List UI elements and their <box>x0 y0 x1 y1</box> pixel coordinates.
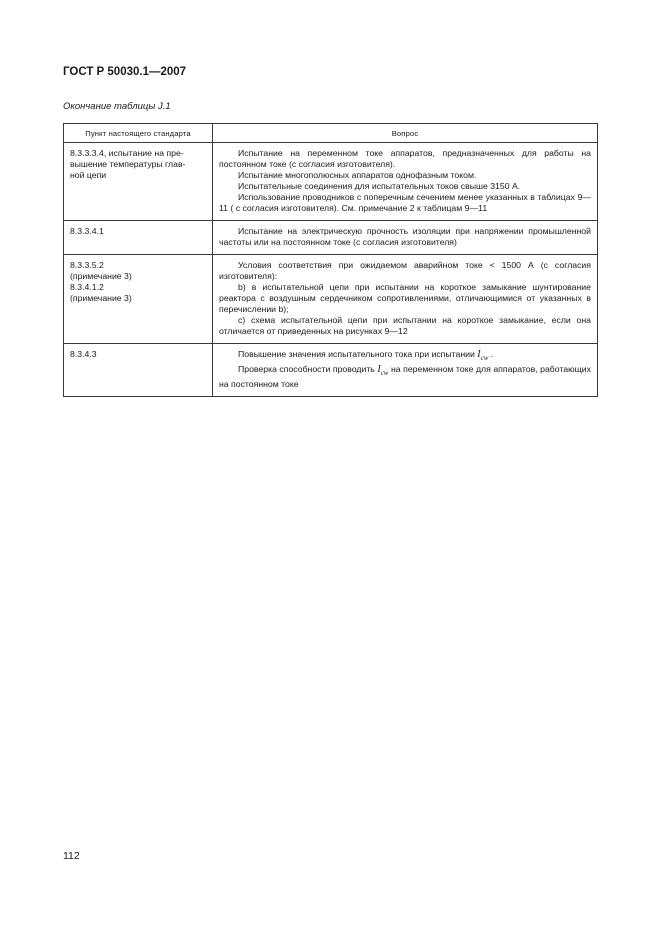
question-text: на переменном токе для аппаратов, работающих на постоянном токе <box>219 364 591 389</box>
clause-cell: 8.3.4.3 <box>64 344 213 397</box>
question-paragraph: Использование проводников с поперечным сечением менее указанных в таблицах 9—11 ( с согласия изготовителя). См. примечание 2 к таблицам 9—11 <box>219 192 591 213</box>
question-cell <box>213 255 598 344</box>
question-cell <box>213 143 598 221</box>
symbol-base: I <box>377 364 381 375</box>
question-paragraph: Повышение значения испытательного тока при испытании $I_{cw}$ . <box>238 349 494 362</box>
document-id: ГОСТ Р 50030.1—2007 <box>63 66 187 78</box>
table-row <box>64 143 598 221</box>
table-caption: Окончание таблицы J.1 <box>63 101 171 112</box>
table-j1 <box>63 123 598 397</box>
table-row <box>64 221 598 255</box>
column-header-question: Вопрос <box>213 124 598 143</box>
clause-cell: 8.3.3.5.2 (примечание 3) 8.3.4.1.2 (примечание 3) <box>64 255 213 344</box>
question-paragraph: Условия соответствия при ожидаемом аварийном токе < 1500 А (с согласия изготовителя): <box>219 260 591 281</box>
clause-cell: 8.3.3.3.4, испытание на пре- вышение температуры глав- ной цепи <box>64 143 213 221</box>
question-paragraph: Испытание на переменном токе аппаратов, предназначенных для работы на постоянном токе (с согласия изготовителя). <box>219 148 591 169</box>
table-row <box>64 255 598 344</box>
current-symbol <box>477 349 488 360</box>
question-paragraph: b) в испытательной цепи при испытании на короткое замыкание шунтирование реактора с воздушным сердечником сопротивлениями, отличающимися от указанных в перечислении b); <box>219 282 591 314</box>
question-paragraph: Испытание на электрическую прочность изоляции при напряжении промышленной частоты или на постоянном токе (с согласия изготовителя) <box>219 226 591 247</box>
question-paragraph <box>219 364 591 390</box>
symbol-subscript: cw <box>480 354 489 362</box>
table-header-row <box>64 124 598 143</box>
question-text: Повышение значения испытательного тока при испытании <box>238 349 475 359</box>
clause-cell: 8.3.3.4.1 <box>64 221 213 255</box>
question-text: Проверка способности проводить <box>238 364 375 374</box>
current-symbol <box>377 364 388 375</box>
question-cell <box>213 344 598 397</box>
symbol-subscript: cw <box>380 369 389 377</box>
question-paragraph: Испытательные соединения для испытательных токов свыше 3150 А. <box>238 181 521 191</box>
question-cell <box>213 221 598 255</box>
question-paragraph: c) схема испытательной цепи при испытании на короткое замыкание, если она отличается от приведенных на рисунках 9—12 <box>219 315 591 336</box>
symbol-base: I <box>477 349 481 360</box>
question-paragraph: Испытание многополюсных аппаратов однофазным током. <box>238 170 477 180</box>
column-header-clause: Пункт настоящего стандарта <box>64 124 213 143</box>
page-number: 112 <box>63 850 80 862</box>
table-row <box>64 344 598 397</box>
